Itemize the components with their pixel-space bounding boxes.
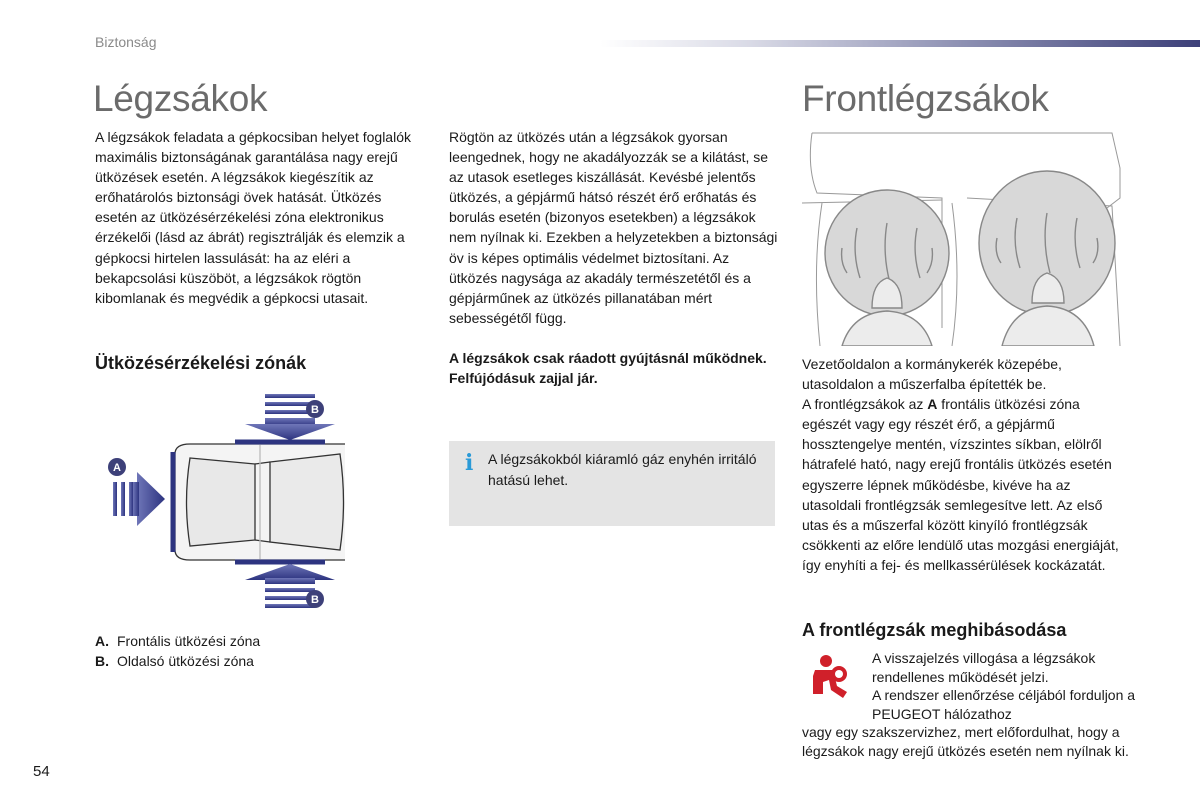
section-label: Biztonság (95, 34, 157, 50)
intro-paragraph: A légzsákok feladata a gépkocsiban helyet foglalók maximális biztonságának garantálása nagy erejű ütközések esetén. A légzsákok kiegészítik az erőhatárolós biztonsági övek hatását. Ütközés esetén az ütközésérzékelési zóna elektronikus érzékelői (lásd az ábrát) regisztrálják és elemzik a gépkocsi hirtelen lassulását: ha az eléri a bekapcsolási küszöböt, a légzsákok rögtön kibomlanak és megvédik a gépkocsi utasait. (95, 129, 411, 306)
page-title-front-airbags: Frontlégzsákok (802, 78, 1049, 119)
legend-key: A. (95, 633, 109, 649)
info-text: A légzsákokból kiáramló gáz enyhén irritáló hatású lehet. (488, 451, 757, 488)
fault-paragraph-1: A visszajelzés villogása a légzsákok rendellenes működését jelzi. A rendszer ellenőrzése céljából forduljon a PEUGEOT hálózathoz (872, 650, 1136, 722)
description-zone-letter: A (927, 396, 938, 413)
detection-zones-heading: Ütközésérzékelési zónák (95, 353, 307, 373)
airbag-warning-icon (803, 652, 855, 704)
info-icon: i (465, 450, 474, 476)
description-after: frontális ütközési zóna egészét vagy egy részét érő, a gépjármű hossztengelye mentén, vízszintes síkban, elölről hátrafelé ható, nagy erejű frontális ütközés esetén egyszerre lépnek működésbe, kivéve ha az utasoldali frontlégzsák semlegesítve lett. Az első utas és a műszerfal között kinyíló frontlégzsák csökkenti az előre lendülő utas mozgási energiáját, így enyhíti a fej- és mellkassérülések kockázatát. (802, 396, 1119, 573)
front-airbags-description (802, 354, 1132, 575)
header-gradient-bar (600, 40, 1200, 47)
deflation-paragraph: Rögtön az ütközés után a légzsákok gyorsan leengednek, hogy ne akadályozzák se a kilátást, se az utasok esetleges kiszállását. Kevésbé jelentős ütközés, a gépjármű hátsó részét érő erőhatás és borulás esetén (bizonyos esetekben) a légzsákok nem nyílnak ki. Ezekben a helyzetekben a biztonsági öv is képes optimális védelmet biztosítani. Az ütközés nagysága az akadály természetétől és a gépjárműnek az ütközés pillanatában mért sebességétől függ. (449, 129, 778, 326)
svg-text:B: B (311, 594, 319, 606)
ignition-note: A légzsákok csak ráadott gyújtásnál működnek. Felfújódásuk zajjal jár. (449, 350, 767, 387)
legend-item-a (95, 633, 260, 649)
marker-b-bottom (306, 590, 324, 608)
marker-a (108, 458, 126, 476)
legend-text: Oldalsó ütközési zóna (117, 653, 254, 669)
front-airbags-illustration (802, 128, 1122, 346)
description-before: Vezetőoldalon a kormánykerék közepébe, utasoldalon a műszerfalba építették be. A frontlégzsákok az (802, 356, 1062, 413)
arrow-a (113, 472, 165, 526)
svg-text:B: B (311, 404, 319, 416)
front-airbag-fault-heading: A frontlégzsák meghibásodása (802, 620, 1067, 640)
legend-text: Frontális ütközési zóna (117, 633, 261, 649)
page-title-airbags: Légzsákok (93, 78, 268, 119)
legend-key: B. (95, 653, 109, 669)
svg-text:A: A (113, 462, 121, 474)
fault-paragraph-2: vagy egy szakszervizhez, mert előfordulhat, hogy a légzsákok nagy erejű ütközés esetén nem nyílnak ki. (802, 724, 1129, 759)
crash-zone-diagram (95, 392, 345, 617)
legend-item-b (95, 653, 254, 669)
arrow-b-top (245, 394, 335, 440)
car-top-view (175, 444, 345, 560)
page-number: 54 (33, 763, 50, 780)
marker-b-top (306, 400, 324, 418)
